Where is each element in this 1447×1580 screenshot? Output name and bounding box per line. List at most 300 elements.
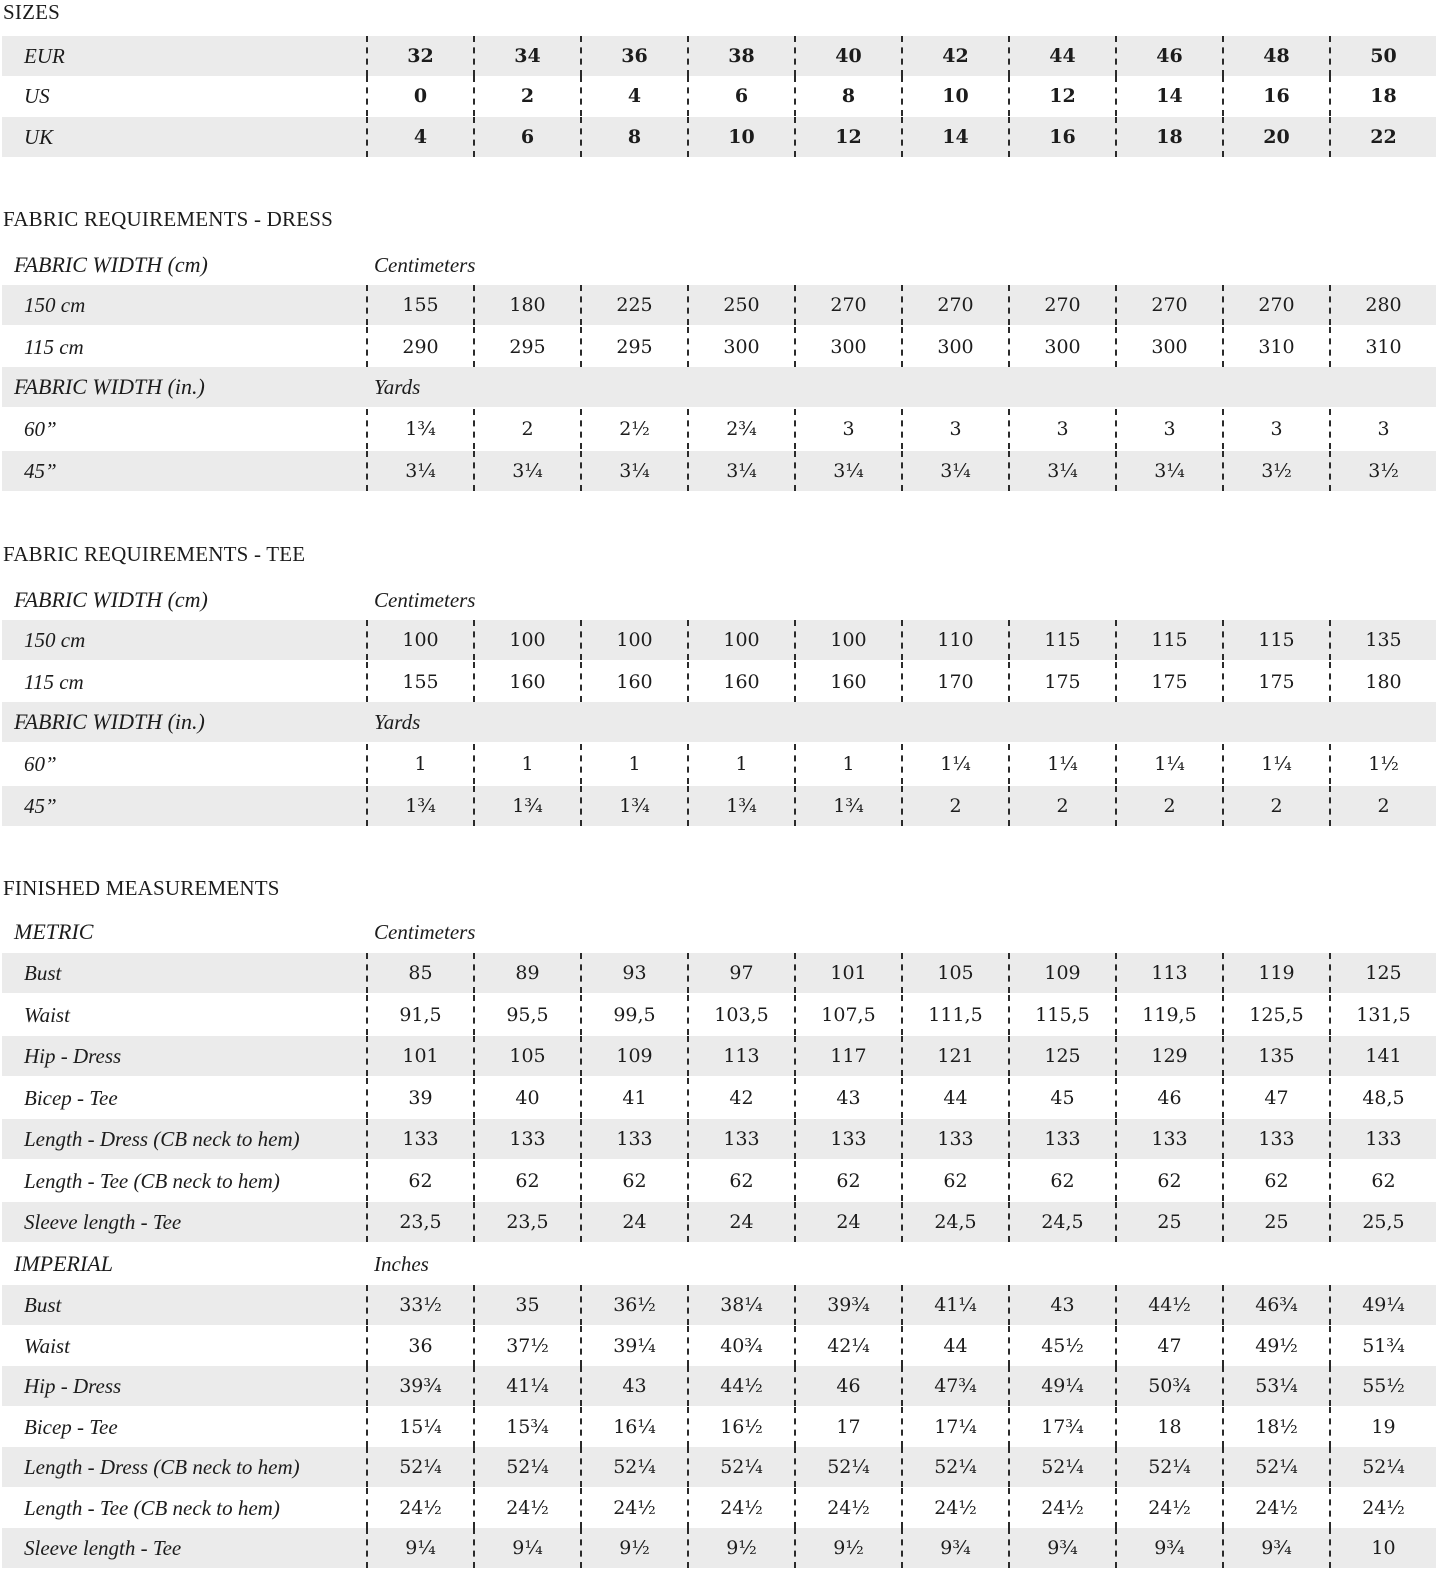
table-cell: 133	[937, 1128, 974, 1150]
table-cell: 1¾	[726, 795, 757, 817]
table-row	[2, 1528, 1436, 1568]
table-row	[2, 1285, 1436, 1325]
table-cell: 109	[1044, 962, 1081, 984]
table-cell: 46	[1157, 1086, 1182, 1109]
table-cell: 14	[1156, 85, 1183, 107]
table-cell: 125	[1044, 1045, 1081, 1067]
table-cell: 101	[402, 1045, 439, 1067]
table-cell: 250	[723, 294, 760, 316]
table-cell: 3¼	[619, 460, 650, 482]
group-unit: Centimeters	[374, 253, 476, 277]
group-header: FABRIC WIDTH (in.)	[14, 374, 205, 399]
table-cell: 3½	[1368, 460, 1399, 482]
table-row	[2, 451, 1436, 491]
table-cell: 3¼	[1154, 460, 1185, 482]
table-cell: 270	[1258, 294, 1295, 316]
table-cell: 310	[1365, 336, 1402, 358]
table-cell: 48,5	[1362, 1086, 1405, 1109]
row-label: 60”	[24, 752, 57, 776]
table-cell: 113	[723, 1045, 760, 1067]
table-cell: 24½	[827, 1496, 870, 1519]
row-label: Hip - Dress	[24, 1044, 122, 1068]
table-cell: 270	[937, 294, 974, 316]
table-row	[2, 1407, 1436, 1447]
table-cell: 1	[414, 753, 427, 775]
table-cell: 9¾	[1261, 1537, 1292, 1559]
table-cell: 2	[1056, 795, 1069, 817]
row-label: Sleeve length - Tee	[24, 1536, 182, 1560]
table-cell: 25	[1157, 1211, 1182, 1233]
table-cell: 2	[520, 85, 535, 107]
table-cell: 41	[622, 1086, 647, 1109]
table-cell: 133	[402, 1128, 439, 1150]
table-row	[2, 995, 1436, 1035]
table-cell: 47	[1157, 1334, 1182, 1357]
table-cell: 18	[1157, 1415, 1182, 1438]
table-cell: 24½	[934, 1496, 977, 1519]
table-cell: 105	[509, 1045, 546, 1067]
section-title-fabric-dress: FABRIC REQUIREMENTS - DRESS	[3, 207, 333, 231]
table-cell: 24,5	[934, 1211, 977, 1233]
table-cell: 1	[521, 753, 534, 775]
table-cell: 170	[937, 671, 974, 693]
table-cell: 2	[1163, 795, 1176, 817]
table-cell: 39¾	[827, 1294, 870, 1316]
table-cell: 93	[622, 962, 647, 984]
table-cell: 117	[830, 1045, 867, 1067]
table-cell: 24½	[1148, 1496, 1191, 1519]
table-cell: 9¾	[1154, 1537, 1185, 1559]
table-cell: 38	[728, 45, 755, 67]
table-cell: 290	[402, 336, 439, 358]
table-cell: 42¼	[827, 1334, 870, 1357]
table-cell: 300	[937, 336, 974, 358]
table-cell: 3¼	[1047, 460, 1078, 482]
table-cell: 300	[830, 336, 867, 358]
table-cell: 310	[1258, 336, 1295, 358]
group-header: FABRIC WIDTH (cm)	[14, 587, 208, 612]
table-cell: 119,5	[1142, 1003, 1197, 1026]
table-cell: 100	[402, 629, 439, 651]
table-cell: 1¾	[405, 418, 436, 440]
row-label: Hip - Dress	[24, 1374, 122, 1398]
table-cell: 23,5	[399, 1211, 442, 1233]
table-cell: 3	[1056, 418, 1069, 440]
table-cell: 55½	[1362, 1375, 1405, 1397]
table-cell: 24½	[720, 1496, 763, 1519]
table-cell: 46	[836, 1375, 861, 1397]
table-row	[2, 285, 1436, 325]
table-cell: 62	[1371, 1169, 1396, 1192]
table-cell: 295	[509, 336, 546, 358]
table-cell: 10	[1371, 1537, 1396, 1559]
row-label: Length - Tee (CB neck to hem)	[24, 1495, 280, 1520]
table-cell: 1¾	[833, 795, 864, 817]
table-cell: 24	[836, 1211, 861, 1233]
table-cell: 25	[1264, 1211, 1289, 1233]
table-cell: 133	[1365, 1128, 1402, 1150]
table-cell: 19	[1371, 1415, 1396, 1438]
table-cell: 18	[1370, 85, 1397, 107]
table-cell: 37½	[506, 1334, 549, 1357]
table-cell: 24,5	[1041, 1211, 1084, 1233]
table-cell: 62	[729, 1169, 754, 1192]
table-cell: 52¼	[399, 1456, 442, 1478]
row-label: Waist	[24, 1333, 70, 1358]
table-cell: 52¼	[934, 1456, 977, 1478]
table-cell: 103,5	[714, 1003, 769, 1026]
table-cell: 155	[402, 671, 439, 693]
table-cell: 4	[413, 126, 428, 148]
table-cell: 43	[1050, 1294, 1075, 1316]
table-cell: 62	[1157, 1169, 1182, 1192]
table-row	[2, 1202, 1436, 1242]
table-cell: 12	[1049, 85, 1076, 107]
table-cell: 10	[942, 85, 969, 107]
row-label: Length - Tee (CB neck to hem)	[24, 1168, 280, 1193]
table-cell: 49½	[1255, 1334, 1298, 1357]
table-cell: 110	[937, 629, 974, 651]
group-header: IMPERIAL	[14, 1251, 113, 1276]
row-label: US	[24, 84, 50, 108]
table-cell: 1¼	[940, 753, 971, 775]
table-cell: 40¾	[720, 1334, 763, 1357]
table-row	[2, 409, 1436, 449]
table-cell: 3¼	[726, 460, 757, 482]
table-cell: 133	[1258, 1128, 1295, 1150]
row-label: Length - Dress (CB neck to hem)	[24, 1127, 300, 1151]
table-cell: 45½	[1041, 1334, 1084, 1357]
table-cell: 38¼	[720, 1294, 763, 1316]
table-cell: 52¼	[613, 1456, 656, 1478]
table-cell: 46	[1156, 45, 1183, 67]
table-cell: 100	[616, 629, 653, 651]
group-header: FABRIC WIDTH (cm)	[14, 252, 208, 277]
table-cell: 10	[728, 126, 755, 148]
table-cell: 24½	[399, 1496, 442, 1519]
table-cell: 62	[836, 1169, 861, 1192]
table-cell: 109	[616, 1045, 653, 1067]
table-cell: 3	[1163, 418, 1176, 440]
group-unit: Yards	[374, 375, 421, 399]
table-cell: 270	[830, 294, 867, 316]
table-row	[2, 1078, 1436, 1118]
row-label: 60”	[24, 417, 57, 441]
table-cell: 39	[408, 1086, 433, 1109]
table-cell: 1¾	[512, 795, 543, 817]
table-cell: 25,5	[1362, 1211, 1405, 1233]
table-cell: 160	[723, 671, 760, 693]
table-cell: 46¾	[1255, 1294, 1298, 1316]
section-title-sizes: SIZES	[3, 0, 61, 24]
table-cell: 175	[1151, 671, 1188, 693]
table-cell: 135	[1258, 1045, 1295, 1067]
table-cell: 119	[1258, 962, 1295, 984]
table-cell: 2½	[619, 418, 650, 440]
table-cell: 43	[622, 1375, 647, 1397]
table-cell: 62	[1264, 1169, 1289, 1192]
table-cell: 1½	[1368, 753, 1399, 775]
table-cell: 125,5	[1249, 1003, 1304, 1026]
table-cell: 91,5	[399, 1003, 442, 1026]
table-cell: 62	[622, 1169, 647, 1192]
table-cell: 85	[408, 962, 433, 984]
group-unit: Centimeters	[374, 588, 476, 612]
table-cell: 95,5	[506, 1003, 549, 1026]
table-cell: 3¼	[833, 460, 864, 482]
table-cell: 16¼	[613, 1415, 656, 1438]
table-cell: 44½	[1148, 1294, 1191, 1316]
table-cell: 6	[734, 85, 749, 107]
table-cell: 24	[729, 1211, 754, 1233]
table-cell: 52¼	[1041, 1456, 1084, 1478]
table-cell: 1¾	[619, 795, 650, 817]
table-cell: 15¾	[506, 1415, 549, 1438]
table-row	[2, 1366, 1436, 1406]
table-cell: 9¾	[940, 1537, 971, 1559]
table-cell: 100	[830, 629, 867, 651]
table-row	[2, 620, 1436, 660]
table-cell: 2	[949, 795, 962, 817]
table-cell: 18½	[1255, 1415, 1298, 1438]
table-cell: 1	[628, 753, 641, 775]
row-label: 45”	[24, 794, 57, 818]
table-cell: 121	[937, 1045, 974, 1067]
table-cell: 34	[514, 45, 541, 67]
table-cell: 24½	[1255, 1496, 1298, 1519]
table-cell: 133	[1044, 1128, 1081, 1150]
table-cell: 6	[520, 126, 535, 148]
table-row	[2, 662, 1436, 702]
table-cell: 9¼	[512, 1537, 543, 1559]
section-title-finished: FINISHED MEASUREMENTS	[3, 876, 280, 900]
table-cell: 1¾	[405, 795, 436, 817]
table-cell: 9¼	[405, 1537, 436, 1559]
row-label: 150 cm	[24, 628, 86, 652]
table-cell: 133	[616, 1128, 653, 1150]
table-row	[2, 786, 1436, 826]
table-row	[2, 76, 1436, 116]
table-cell: 89	[515, 962, 540, 984]
table-cell: 20	[1263, 126, 1290, 148]
table-cell: 3½	[1261, 460, 1292, 482]
table-row	[2, 1036, 1436, 1076]
table-cell: 155	[402, 294, 439, 316]
table-cell: 270	[1151, 294, 1188, 316]
table-cell: 125	[1365, 962, 1402, 984]
table-cell: 62	[515, 1169, 540, 1192]
table-cell: 18	[1156, 126, 1183, 148]
table-cell: 113	[1151, 962, 1188, 984]
table-cell: 225	[616, 294, 653, 316]
table-cell: 2	[1270, 795, 1283, 817]
table-cell: 99,5	[613, 1003, 656, 1026]
row-label: 45”	[24, 459, 57, 483]
table-cell: 49¼	[1362, 1294, 1405, 1316]
table-cell: 39¾	[399, 1375, 442, 1397]
row-label: 115 cm	[24, 335, 84, 359]
table-cell: 270	[1044, 294, 1081, 316]
table-cell: 17¼	[934, 1415, 977, 1438]
table-cell: 33½	[399, 1294, 442, 1316]
table-cell: 44	[943, 1334, 968, 1357]
table-cell: 175	[1044, 671, 1081, 693]
table-row	[2, 1447, 1436, 1487]
table-cell: 40	[515, 1086, 540, 1109]
table-row	[2, 1161, 1436, 1201]
row-label: Bust	[24, 1293, 62, 1317]
table-cell: 1¼	[1261, 753, 1292, 775]
table-cell: 280	[1365, 294, 1402, 316]
table-cell: 111,5	[928, 1003, 983, 1026]
header-row-shade	[2, 367, 1436, 407]
table-cell: 8	[627, 126, 642, 148]
table-row	[2, 1119, 1436, 1159]
section-title-fabric-tee: FABRIC REQUIREMENTS - TEE	[3, 542, 306, 566]
table-cell: 100	[723, 629, 760, 651]
table-cell: 17	[836, 1415, 861, 1438]
table-cell: 36	[621, 45, 648, 67]
table-cell: 180	[509, 294, 546, 316]
table-cell: 9½	[726, 1537, 757, 1559]
header-row-shade	[2, 702, 1436, 742]
table-cell: 1¼	[1154, 753, 1185, 775]
table-cell: 180	[1365, 671, 1402, 693]
table-cell: 52¼	[1255, 1456, 1298, 1478]
table-cell: 52¼	[506, 1456, 549, 1478]
table-cell: 49¼	[1041, 1375, 1084, 1397]
table-cell: 115	[1151, 629, 1188, 651]
table-cell: 50	[1370, 45, 1397, 67]
table-cell: 47¾	[934, 1375, 977, 1397]
group-header: METRIC	[14, 919, 94, 944]
table-cell: 115,5	[1035, 1003, 1090, 1026]
table-cell: 44½	[720, 1375, 763, 1397]
row-label: Length - Dress (CB neck to hem)	[24, 1455, 300, 1479]
table-cell: 41¼	[506, 1375, 549, 1397]
table-cell: 45	[1050, 1086, 1075, 1109]
table-cell: 24	[622, 1211, 647, 1233]
table-row	[2, 36, 1436, 76]
table-cell: 175	[1258, 671, 1295, 693]
row-label: Bicep - Tee	[24, 1414, 118, 1439]
table-cell: 97	[729, 962, 754, 984]
table-cell: 300	[723, 336, 760, 358]
table-cell: 107,5	[821, 1003, 876, 1026]
table-cell: 160	[509, 671, 546, 693]
table-cell: 14	[942, 126, 969, 148]
table-cell: 141	[1365, 1045, 1402, 1067]
table-cell: 300	[1151, 336, 1188, 358]
table-cell: 4	[627, 85, 642, 107]
table-cell: 3	[1270, 418, 1283, 440]
table-cell: 52¼	[827, 1456, 870, 1478]
table-cell: 3¼	[405, 460, 436, 482]
table-row	[2, 117, 1436, 157]
table-cell: 115	[1044, 629, 1081, 651]
table-cell: 295	[616, 336, 653, 358]
row-label: Waist	[24, 1002, 70, 1027]
table-cell: 15¼	[399, 1415, 442, 1438]
table-cell: 16½	[720, 1415, 763, 1438]
table-cell: 131,5	[1356, 1003, 1411, 1026]
table-cell: 62	[943, 1169, 968, 1192]
row-label: 150 cm	[24, 293, 86, 317]
table-cell: 300	[1044, 336, 1081, 358]
row-label: Sleeve length - Tee	[24, 1210, 182, 1234]
table-cell: 32	[407, 45, 434, 67]
table-row	[2, 1488, 1436, 1528]
table-cell: 50¾	[1148, 1375, 1191, 1397]
table-cell: 62	[1050, 1169, 1075, 1192]
group-unit: Centimeters	[374, 920, 476, 944]
row-label: 115 cm	[24, 670, 84, 694]
table-cell: 135	[1365, 629, 1402, 651]
table-cell: 3	[949, 418, 962, 440]
row-label: Bust	[24, 961, 62, 985]
table-cell: 3¼	[512, 460, 543, 482]
table-cell: 2¾	[726, 418, 757, 440]
group-header: FABRIC WIDTH (in.)	[14, 709, 205, 734]
table-row	[2, 744, 1436, 784]
table-cell: 2	[1377, 795, 1390, 817]
table-cell: 44	[943, 1086, 968, 1109]
table-cell: 47	[1264, 1086, 1289, 1109]
table-cell: 105	[937, 962, 974, 984]
table-cell: 8	[841, 85, 856, 107]
table-cell: 42	[942, 45, 969, 67]
table-cell: 9½	[833, 1537, 864, 1559]
table-cell: 3¼	[940, 460, 971, 482]
table-cell: 24½	[506, 1496, 549, 1519]
table-cell: 62	[408, 1169, 433, 1192]
table-cell: 101	[830, 962, 867, 984]
table-cell: 1	[735, 753, 748, 775]
table-cell: 1	[842, 753, 855, 775]
table-cell: 40	[835, 45, 862, 67]
table-cell: 24½	[1041, 1496, 1084, 1519]
table-cell: 24½	[613, 1496, 656, 1519]
table-cell: 16	[1263, 85, 1290, 107]
row-label: Bicep - Tee	[24, 1085, 118, 1110]
table-row	[2, 1326, 1436, 1366]
table-cell: 2	[521, 418, 534, 440]
table-cell: 1¼	[1047, 753, 1078, 775]
table-cell: 133	[830, 1128, 867, 1150]
table-cell: 3	[842, 418, 855, 440]
table-cell: 9¾	[1047, 1537, 1078, 1559]
table-cell: 24½	[1362, 1496, 1405, 1519]
table-cell: 43	[836, 1086, 861, 1109]
table-cell: 39¼	[613, 1334, 656, 1357]
table-cell: 52¼	[720, 1456, 763, 1478]
table-cell: 133	[509, 1128, 546, 1150]
table-cell: 23,5	[506, 1211, 549, 1233]
table-cell: 100	[509, 629, 546, 651]
table-cell: 17¾	[1041, 1415, 1084, 1438]
table-cell: 48	[1263, 45, 1290, 67]
table-cell: 53¼	[1255, 1375, 1298, 1397]
table-cell: 36½	[613, 1294, 656, 1316]
row-label: EUR	[24, 44, 65, 68]
table-cell: 35	[515, 1294, 540, 1316]
table-cell: 44	[1049, 45, 1076, 67]
table-cell: 51¾	[1362, 1334, 1405, 1357]
table-cell: 36	[408, 1334, 433, 1357]
row-label: UK	[24, 125, 54, 149]
table-cell: 3	[1377, 418, 1390, 440]
table-cell: 9½	[619, 1537, 650, 1559]
